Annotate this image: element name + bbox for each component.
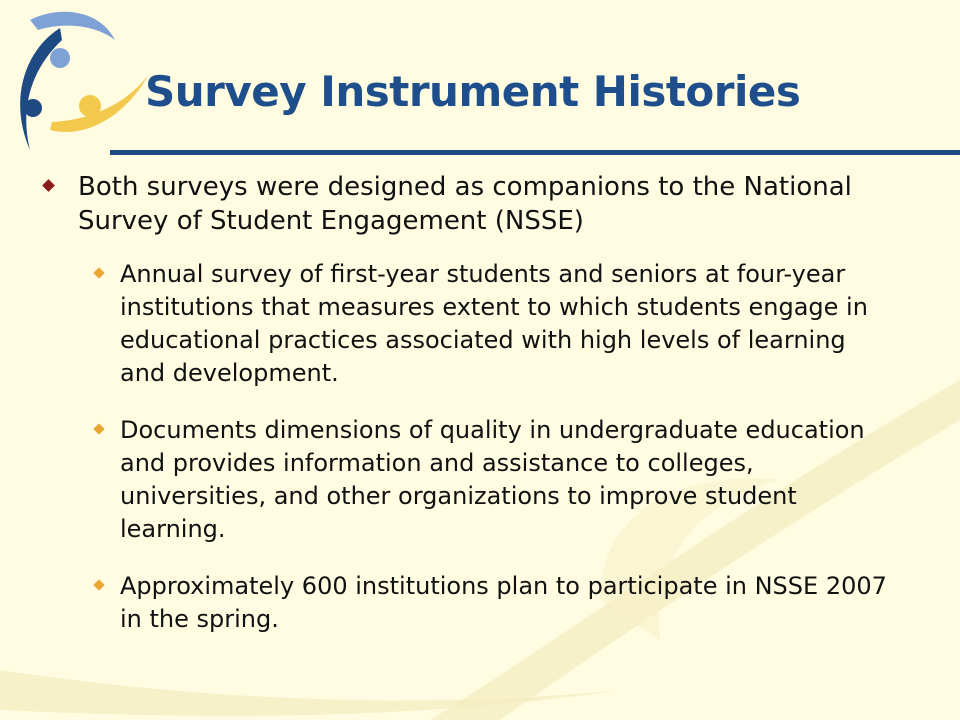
sub-bullet-item: [83, 414, 898, 546]
sub-bullet-item: [83, 258, 898, 390]
diamond-bullet-icon: [93, 579, 104, 590]
diamond-bullet-icon: [93, 423, 104, 434]
main-bullet-item: [38, 170, 938, 238]
diamond-bullet-icon: [42, 179, 55, 192]
main-bullet-text: Both surveys were designed as companions to the National Survey of Student Engagement (NSSE): [78, 172, 852, 236]
sub-bullet-list: [83, 258, 898, 636]
title-underline-rule: [110, 150, 960, 155]
sub-bullet-text: Documents dimensions of quality in undergraduate education and provides information and assistance to colleges, universities, and other organizations to improve student learning.: [120, 416, 865, 543]
slide-content: [38, 170, 938, 660]
slide-title: Survey Instrument Histories: [145, 67, 801, 116]
sub-bullet-text: Approximately 600 institutions plan to participate in NSSE 2007 in the spring.: [120, 572, 887, 633]
diamond-bullet-icon: [93, 267, 104, 278]
sub-bullet-item: [83, 570, 898, 636]
sub-bullet-text: Annual survey of first-year students and seniors at four-year institutions that measures extent to which students engage in educational practices associated with high levels of learning and development.: [120, 260, 868, 387]
